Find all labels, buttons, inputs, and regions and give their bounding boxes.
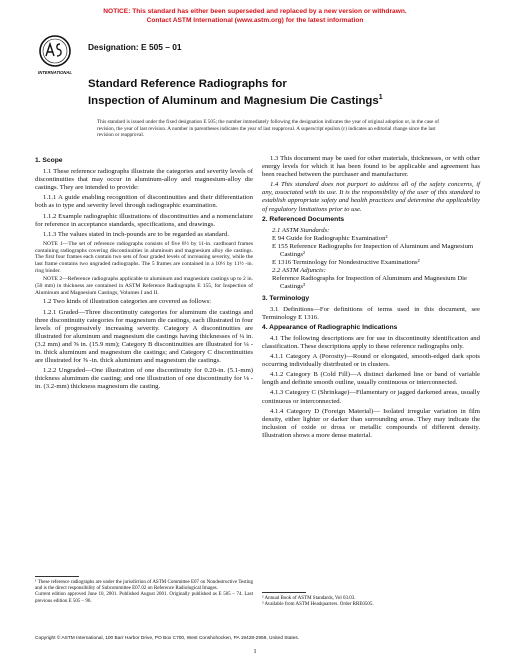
para-1-1-1: 1.1.1 A guide enabling recognition of discontinuities and their differentiation both as to type and severity level through radiographic examination.: [35, 194, 253, 210]
ref-e155: E 155 Reference Radiographs for Inspection of Aluminum and Magnesium Castings²: [272, 242, 474, 259]
note-2: NOTE 2—Reference radiographs applicable to aluminum and magnesium castings up to 2 in. (50 mm) in thickness are contained in ASTM Reference Radiographs E 155, for Inspection of Aluminum and Magnesium Castings, Volumes I and II.: [35, 276, 253, 296]
title-footnote-ref: 1: [378, 94, 383, 101]
astm-logo-icon: [38, 34, 72, 78]
copyright-line: Copyright © ASTM International, 100 Barr Harbor Drive, PO Box C700, West Conshohocken, PA 19428-2959, United States.: [35, 636, 300, 641]
page-number: 1: [253, 648, 257, 655]
designation: Designation: E 505 – 01: [88, 42, 182, 52]
footnote-3: ³ Available from ASTM Headquarters. Order RRE0505.: [262, 602, 374, 608]
para-1-2-2: 1.2.2 Ungraded—One illustration of one discontinuity for 0.20-in. (5.1-mm) thickness aluminum die casting; and one illustration of one discontinuity for ⅛ -in. (3.2-mm) thickness magnesium die casting.: [35, 367, 253, 391]
para-4-1-3: 4.1.3 Category C (Shrinkage)—Filamentary or jagged darkened areas, usually continuous or interconnected.: [262, 389, 480, 405]
section-2-heading: 2. Referenced Documents: [262, 215, 345, 223]
footnote-rule-left: [35, 576, 79, 577]
section-4-heading: 4. Appearance of Radiographic Indications: [262, 323, 398, 331]
para-3-1: 3.1 Definitions—For definitions of terms used in this document, see Terminology E 1316.: [262, 305, 480, 321]
notice-line-2: Contact ASTM International (www.astm.org) for the latest information: [146, 17, 364, 24]
preamble: This standard is issued under the fixed designation E 505; the number immediately following the designation indicates the year of original adoption or, in the case of revision, the year of last revision. A number in parentheses indicates the year of last reapproval. A superscript epsilon (ε) indicates an editorial change since the last revision or reapproval.: [97, 119, 439, 139]
footnotes-right: [262, 596, 480, 608]
para-1-1: 1.1 These reference radiographs illustrate the categories and severity levels of discontinuities that may occur in aluminum-alloy and magnesium-alloy die castings. They are intended to provide:: [35, 168, 253, 192]
para-1-1-2: 1.1.2 Example radiographic illustrations of discontinuities and a nomenclature for reference in acceptance standards, specifications, and drawings.: [35, 212, 253, 228]
document-title: [88, 78, 438, 108]
para-1-3: 1.3 This document may be used for other materials, thicknesses, or with other energy levels for which it has been found to be applicable and agreement has been reached between the purchaser and manufacturer.: [262, 155, 480, 179]
title-line-2: [88, 91, 438, 108]
footnote-1: ¹ These reference radiographs are under the jurisdiction of ASTM Committee E07 on Nondestructive Testing and is the direct responsibility of Subcommittee E07.02 on Reference Radiological Images.: [35, 580, 253, 592]
note-1: NOTE 1—The set of reference radiographs consists of five 8½ by 11-in. cardboard frames containing radiographs covering discontinuities in aluminum and magnesium alloy die castings. The first four frames each contain two sets of four graded levels of increasing severity, while the last frame contains two ungraded radiographs. The 5 frames are contained in a 10½ by 11½ -in. ring binder.: [35, 240, 253, 274]
ref-e94: E 94 Guide for Radiographic Examination²: [272, 234, 388, 242]
title-line-2-text: Inspection of Aluminum and Magnesium Die Castings: [88, 94, 379, 107]
left-column: [35, 155, 253, 394]
withdrawn-notice: [0, 7, 510, 25]
right-column: [262, 155, 480, 442]
section-1-heading: 1. Scope: [35, 157, 63, 164]
para-4-1-4: 4.1.4 Category D (Foreign Material)— Isolated irregular variation in film density, either lighter or darker than surrounding areas. They may indicate the inclusion of oxide or dross or metallic compounds of different density. Illustration shows a more dense material.: [262, 407, 480, 439]
para-1-4: 1.4 This standard does not purport to address all of the safety concerns, if any, associated with its use. It is the responsibility of the user of this standard to establish appropriate safety and health practices and determine the applicability of regulatory limitations prior to use.: [262, 181, 480, 213]
footnote-2: ² Annual Book of ASTM Standards, Vol 03.03.: [262, 596, 356, 601]
footnote-1-edition: Current edition approved June 10, 2001. Published August 2001. Originally published as E 505 – 74. Last previous edition E 505 – 96.: [35, 592, 253, 604]
footnotes-left: [35, 580, 253, 605]
ref-adjunct: Reference Radiographs for Inspection of Aluminum and Magnesium Die Castings³: [272, 275, 468, 291]
para-4-1-2: 4.1.2 Category B (Cold Fill)—A distinct darkened line or band of variable length and definite smooth outline, usually continuous or interconnected.: [262, 371, 480, 387]
title-line-1: Standard Reference Radiographs for: [88, 78, 287, 90]
ref-e1316: E 1316 Terminology for Nondestructive Examinations²: [272, 259, 420, 267]
para-1-2: 1.2 Two kinds of illustration categories are covered as follows:: [43, 298, 212, 306]
footnote-rule-right: [262, 592, 306, 593]
ref-2-2: 2.2 ASTM Adjuncts:: [272, 267, 326, 275]
notice-line-1: NOTICE: This standard has either been superseded and replaced by a new version or withdrawn.: [103, 8, 407, 15]
para-1-1-3: 1.1.3 The values stated in inch-pounds are to be regarded as standard.: [43, 230, 229, 238]
para-1-2-1: 1.2.1 Graded—Three discontinuity categories for aluminum die castings and three discontinuity categories for magnesium die castings, each illustrated in four levels of progressively increasing severity. Category A discontinuities are illustrated for aluminum and magnesium die castings having thicknesses of ¼ in. (3.2 mm) and ⅝ in. (15.9 mm); Category B discontinuities are illustrated for ¼ -in. thick aluminum and magnesium die castings; and Category C discontinuities are illustrated for ⅝ -in. thick aluminum and magnesium die castings.: [35, 308, 253, 365]
para-4-1: 4.1 The following descriptions are for use in discontinuity identification and classification. These descriptions apply to these reference radiographs only.: [262, 334, 480, 350]
section-3-heading: 3. Terminology: [262, 294, 310, 302]
para-4-1-1: 4.1.1 Category A (Porosity)—Round or elongated, smooth-edged dark spots occurring individually distributed or in clusters.: [262, 353, 480, 369]
svg-text:INTERNATIONAL: INTERNATIONAL: [38, 70, 72, 75]
ref-2-1: 2.1 ASTM Standards:: [272, 226, 330, 234]
